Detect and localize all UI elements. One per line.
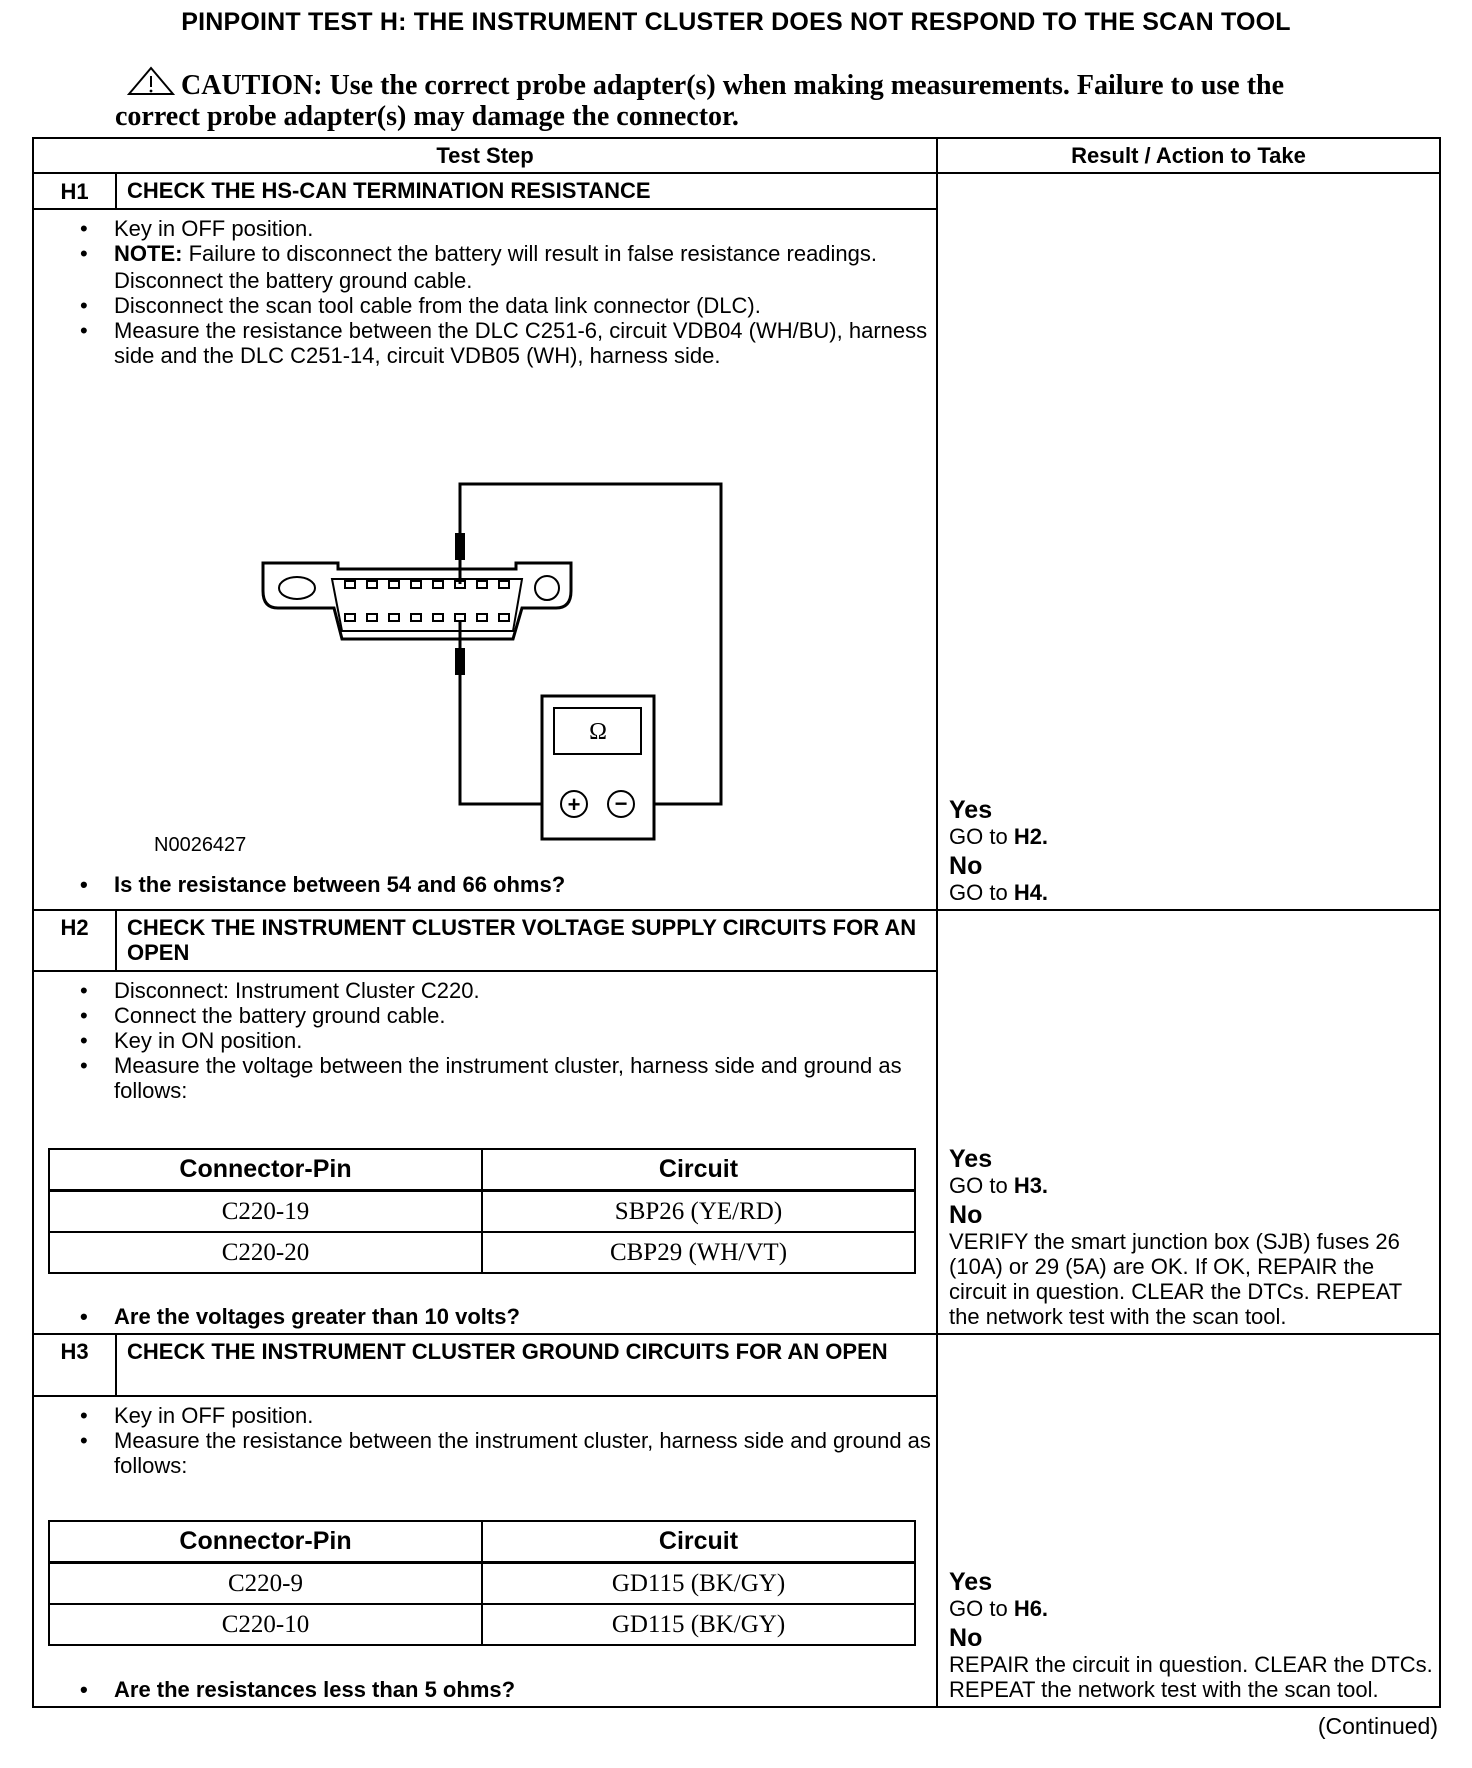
instruction: • Disconnect: Instrument Cluster C220. <box>80 978 480 1003</box>
header-result-action: Result / Action to Take <box>937 138 1440 173</box>
instruction: • Key in ON position. <box>80 1028 303 1053</box>
step-result <box>937 1334 1440 1707</box>
col-header: Connector-Pin <box>49 1149 482 1191</box>
step-id: H1 <box>33 173 116 209</box>
connector-pin: C220-9 <box>49 1563 482 1605</box>
figure-id: N0026427 <box>154 834 247 856</box>
step-title: CHECK THE INSTRUMENT CLUSTER GROUND CIRCUITS FOR AN OPEN <box>116 1334 937 1396</box>
instruction: • Measure the resistance between the instrument cluster, harness side and ground as follows: <box>80 1428 931 1478</box>
caution-note <box>115 66 1345 132</box>
col-header: Connector-Pin <box>49 1521 482 1563</box>
instruction: • Key in OFF position. <box>80 1403 314 1428</box>
yes-label: Yes <box>949 1568 993 1596</box>
yes-action: GO to H2. <box>949 824 1049 849</box>
col-header: Circuit <box>482 1521 915 1563</box>
instruction-continuation: Disconnect the battery ground cable. <box>114 268 473 293</box>
step-result <box>937 910 1440 1334</box>
step-question: • Are the resistances less than 5 ohms? <box>80 1677 516 1702</box>
dlc-pins <box>345 581 509 621</box>
step-body <box>33 971 937 1334</box>
no-label: No <box>949 1201 983 1229</box>
connector-pin-table <box>48 1148 916 1274</box>
step-id: H2 <box>33 910 116 971</box>
yes-target-link[interactable]: H6. <box>1013 1596 1049 1621</box>
no-action: REPAIR the circuit in question. CLEAR the DTCs. REPEAT the network test with the scan tool. <box>949 1652 1433 1702</box>
instruction: • NOTE: Failure to disconnect the battery will result in false resistance readings. <box>80 241 878 266</box>
step-title: CHECK THE HS-CAN TERMINATION RESISTANCE <box>116 173 937 209</box>
circuit: GD115 (BK/GY) <box>482 1563 915 1605</box>
table-row <box>49 1232 915 1273</box>
connector-pin: C220-20 <box>49 1232 482 1273</box>
no-action: VERIFY the smart junction box (SJB) fuses 26 (10A) or 29 (5A) are OK. If OK, REPAIR the circuit in question. CLEAR the DTCs. REPEAT the network test with the scan tool. <box>949 1229 1402 1329</box>
instruction: • Disconnect the scan tool cable from the data link connector (DLC). <box>80 293 761 318</box>
circuit: GD115 (BK/GY) <box>482 1604 915 1645</box>
instruction: • Measure the resistance between the DLC C251-6, circuit VDB04 (WH/BU), harness side and the DLC C251-14, circuit VDB05 (WH), harness side. <box>80 318 928 368</box>
instruction: • Connect the battery ground cable. <box>80 1003 446 1028</box>
yes-label: Yes <box>949 796 993 824</box>
table-row <box>49 1191 915 1233</box>
no-label: No <box>949 1624 983 1652</box>
step-body <box>33 209 937 910</box>
warning-triangle-icon <box>127 66 175 96</box>
instruction-list <box>34 972 936 1103</box>
yes-target-link[interactable]: H3. <box>1013 1173 1049 1198</box>
connector-pin-table <box>48 1520 916 1646</box>
ohm-symbol: Ω <box>589 719 607 745</box>
connector-pin: C220-19 <box>49 1191 482 1233</box>
step-title: CHECK THE INSTRUMENT CLUSTER VOLTAGE SUPPLY CIRCUITS FOR AN OPEN <box>116 910 937 971</box>
yes-action: GO to H3. <box>949 1173 1049 1198</box>
multimeter <box>542 696 654 839</box>
probe-bottom <box>455 648 465 675</box>
col-header: Circuit <box>482 1149 915 1191</box>
no-label: No <box>949 852 983 880</box>
header-test-step: Test Step <box>33 138 937 173</box>
page-title: PINPOINT TEST H: THE INSTRUMENT CLUSTER DOES NOT RESPOND TO THE SCAN TOOL <box>181 8 1291 36</box>
yes-label: Yes <box>949 1145 993 1173</box>
step-question: • Are the voltages greater than 10 volts? <box>80 1304 520 1329</box>
probe-top <box>455 533 465 560</box>
minus-terminal: − <box>614 791 628 816</box>
plus-terminal: + <box>567 792 581 817</box>
no-target-link[interactable]: H4. <box>1013 880 1049 905</box>
instruction: • Measure the voltage between the instrument cluster, harness side and ground as follows: <box>80 1053 902 1103</box>
step-result <box>937 173 1440 910</box>
no-action: GO to H4. <box>949 880 1049 905</box>
yes-target-link[interactable]: H2. <box>1013 824 1049 849</box>
instruction-list <box>34 1397 936 1478</box>
dlc-resistance-diagram <box>184 451 784 871</box>
continued-note: (Continued) <box>1317 1713 1438 1739</box>
instruction: • Key in OFF position. <box>80 216 314 241</box>
connector-pin: C220-10 <box>49 1604 482 1645</box>
pinpoint-test-table <box>32 137 1441 1708</box>
dlc-connector <box>263 563 571 639</box>
instruction-list <box>34 210 936 368</box>
step-id: H3 <box>33 1334 116 1396</box>
circuit: CBP29 (WH/VT) <box>482 1232 915 1273</box>
caution-text: Use the correct probe adapter(s) when making measurements. Failure to use the correct probe adapter(s) may damage the connector. <box>115 70 1285 132</box>
step-question: • Is the resistance between 54 and 66 ohms? <box>80 872 566 897</box>
caution-label: CAUTION: <box>181 70 323 101</box>
circuit: SBP26 (YE/RD) <box>482 1191 915 1233</box>
step-body <box>33 1396 937 1707</box>
yes-action: GO to H6. <box>949 1596 1049 1621</box>
table-row <box>49 1563 915 1605</box>
table-row <box>49 1604 915 1645</box>
